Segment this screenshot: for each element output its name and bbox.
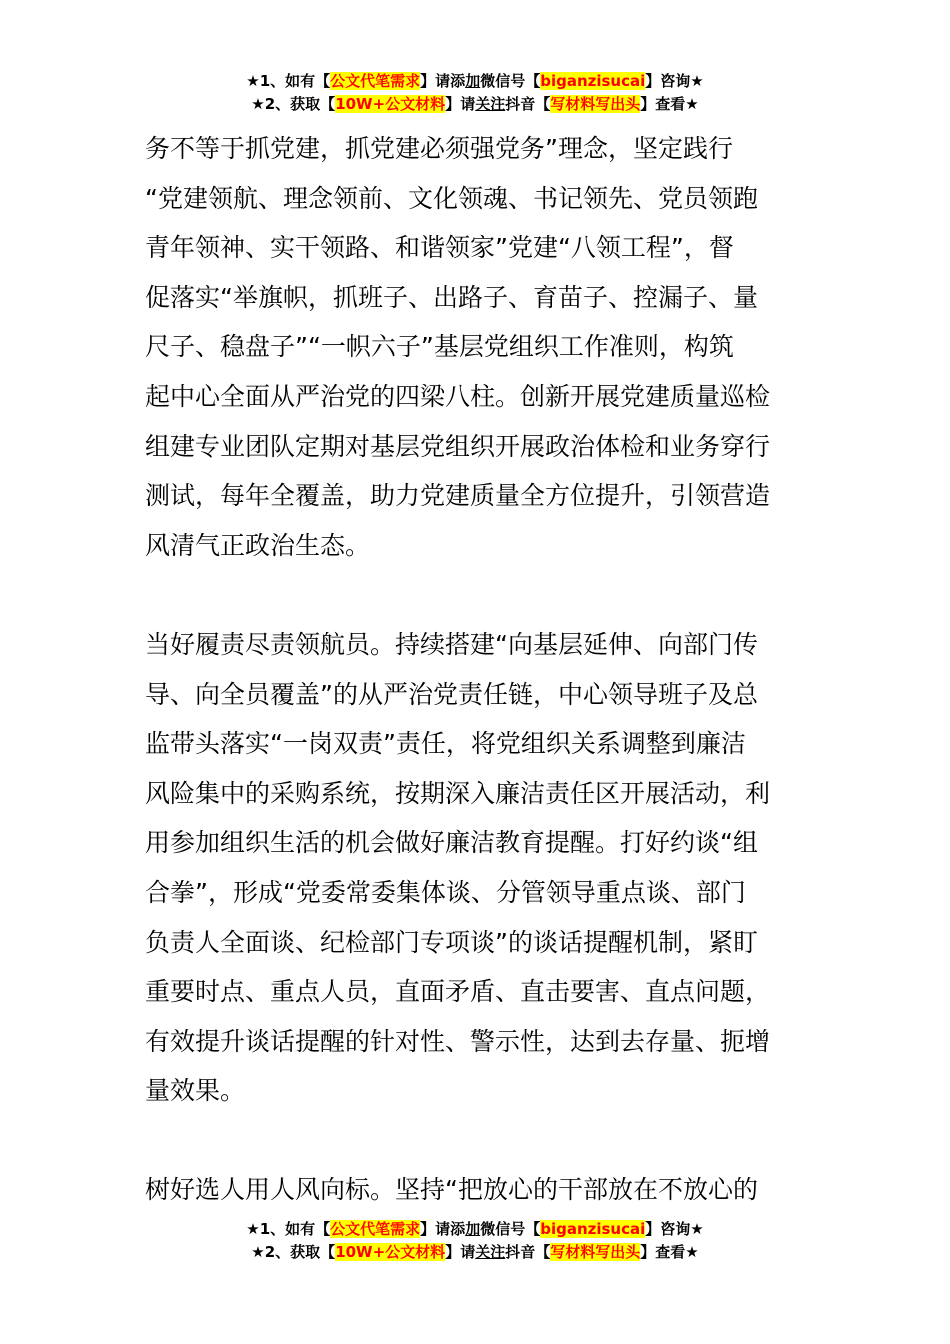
banner-text: 】请添 xyxy=(420,72,466,90)
highlight-service: 公文代笔需求 xyxy=(330,72,421,90)
text-line: 起中心全面从严治党的四梁八柱。创新开展党建质量巡检 xyxy=(145,381,771,411)
text-line: 用参加组织生活的机会做好廉洁教育提醒。打好约谈“组 xyxy=(145,828,758,858)
banner-text: 抖音【 xyxy=(505,95,551,113)
banner-text: 抖音【 xyxy=(505,1243,551,1261)
banner-text: 】查看★ xyxy=(640,95,699,113)
highlight-wechat-id: biganzisucai xyxy=(540,72,646,90)
text-line: 测试，每年全覆盖，助力党建质量全方位提升，引领营造 xyxy=(145,481,771,511)
highlight-materials: 10W+公文材料 xyxy=(335,95,446,113)
banner-text: ★1、如有【 xyxy=(246,1220,331,1238)
highlight-wechat-id: biganzisucai xyxy=(540,1220,646,1238)
highlight-service: 公文代笔需求 xyxy=(330,1220,421,1238)
highlight-douyin-account: 写材料写出头 xyxy=(550,1243,641,1261)
banner-text: 微信号【 xyxy=(480,72,541,90)
footer-banner xyxy=(0,1218,950,1264)
paragraph-2 xyxy=(145,620,807,1116)
text-line: 量效果。 xyxy=(145,1076,246,1106)
banner-text-underlined: 加 xyxy=(465,72,481,90)
text-line: 当好履责尽责领航员。持续搭建“向基层延伸、向部门传 xyxy=(145,629,758,659)
text-line: 合拳”，形成“党委常委集体谈、分管领导重点谈、部门 xyxy=(145,877,746,907)
banner-line-1 xyxy=(0,70,950,93)
banner-text: ★2、获取【 xyxy=(251,1243,336,1261)
banner-text: 】咨询★ xyxy=(645,72,704,90)
banner-text: 】咨询★ xyxy=(645,1220,704,1238)
text-line: 促落实“举旗帜，抓班子、出路子、育苗子、控漏子、量 xyxy=(145,282,758,312)
text-line: 树好选人用人风向标。坚持“把放心的干部放在不放心的 xyxy=(145,1175,758,1205)
highlight-materials: 10W+公文材料 xyxy=(335,1243,446,1261)
header-banner xyxy=(0,70,950,116)
text-line: 导、向全员覆盖”的从严治党责任链，中心领导班子及总 xyxy=(145,679,758,709)
text-line: 风险集中的采购系统，按期深入廉洁责任区开展活动，利 xyxy=(145,778,771,808)
text-line: 务不等于抓党建，抓党建必须强党务”理念，坚定践行 xyxy=(145,134,733,163)
banner-line-1 xyxy=(0,1218,950,1241)
text-line: 风清气正政治生态。 xyxy=(145,530,371,560)
paragraph-3 xyxy=(145,1165,807,1215)
document-body xyxy=(145,124,807,1215)
text-line: “党建领航、理念领前、文化领魂、书记领先、党员领跑 xyxy=(145,183,758,213)
banner-text: 】查看★ xyxy=(640,1243,699,1261)
banner-line-2 xyxy=(0,93,950,116)
banner-text-underlined: 加 xyxy=(465,1220,481,1238)
text-line: 青年领神、实干领路、和谐领家”党建“八领工程”，督 xyxy=(145,233,734,263)
banner-text: 】请 xyxy=(445,1243,476,1261)
text-line: 组建专业团队定期对基层党组织开展政治体检和业务穿行 xyxy=(145,431,771,461)
text-line: 有效提升谈话提醒的针对性、警示性，达到去存量、扼增 xyxy=(145,1026,771,1056)
paragraph-1 xyxy=(145,124,807,570)
text-line: 负责人全面谈、纪检部门专项谈”的谈话提醒机制，紧盯 xyxy=(145,927,758,957)
text-line: 监带头落实“一岗双责”责任，将党组织关系调整到廉洁 xyxy=(145,729,746,759)
banner-text: 微信号【 xyxy=(480,1220,541,1238)
banner-text: ★2、获取【 xyxy=(251,95,336,113)
banner-text-underlined: 关注 xyxy=(475,95,506,113)
text-line: 重要时点、重点人员，直面矛盾、直击要害、直点问题， xyxy=(145,977,771,1007)
highlight-douyin-account: 写材料写出头 xyxy=(550,95,641,113)
banner-text: ★1、如有【 xyxy=(246,72,331,90)
banner-text: 】请添 xyxy=(420,1220,466,1238)
text-line: 尺子、稳盘子”“一帜六子”基层党组织工作准则，构筑 xyxy=(145,332,734,362)
banner-text-underlined: 关注 xyxy=(475,1243,506,1261)
banner-line-2 xyxy=(0,1241,950,1264)
banner-text: 】请 xyxy=(445,95,476,113)
